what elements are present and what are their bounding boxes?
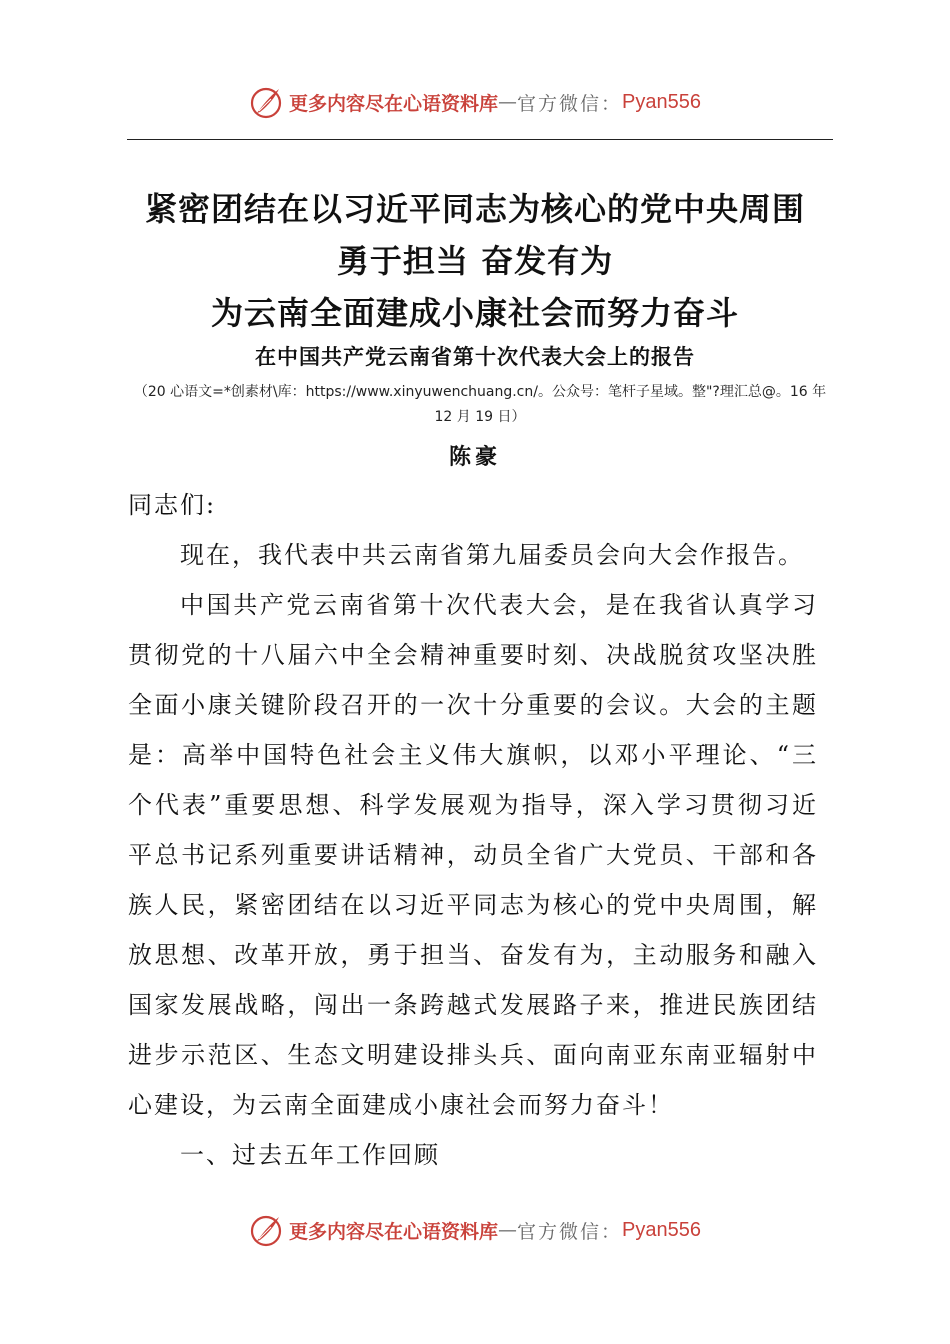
title-line-2: 勇于担当 奋发有为 xyxy=(336,242,614,280)
quill-logo-icon xyxy=(249,85,283,119)
paragraph-2: 中国共产党云南省第十次代表大会，是在我省认真学习贯彻党的十八届六中全会精神重要时刻、决战脱贫攻坚决胜全面小康关键阶段召开的一次十分重要的会议。大会的主题是：高举中国特色社会主义伟大旗帜，以邓小平理论、“三个代表”重要思想、科学发展观为指导，深入学习贯彻习近平总书记系列重要讲话精神，动员全省广大党员、干部和各族人民，紧密团结在以习近平同志为核心的党中央周围，解放思想、改革开放，勇于担当、奋发有为，主动服务和融入国家发展战略，闯出一条跨越式发展路子来，推进民族团结进步示范区、生态文明建设排头兵、面向南亚东南亚辐射中心建设，为云南全面建成小康社会而努力奋斗！ xyxy=(128,591,818,1119)
header-banner xyxy=(0,82,950,122)
banner-wechat-label: 官方微信： xyxy=(517,92,623,115)
quill-logo-icon xyxy=(249,1213,283,1247)
banner-brand-text: 更多内容尽在心语资料库 xyxy=(289,1220,499,1243)
banner-wechat-id: Pyan556 xyxy=(622,90,701,113)
footer-banner xyxy=(0,1210,950,1250)
banner-separator: — xyxy=(498,1219,518,1241)
report-subtitle: 在中国共产党云南省第十次代表大会上的报告 xyxy=(255,344,695,369)
paragraph-1: 现在，我代表中共云南省第九届委员会向大会作报告。 xyxy=(180,541,804,569)
salutation: 同志们: xyxy=(128,491,217,519)
title-line-3: 为云南全面建成小康社会而努力奋斗 xyxy=(210,294,739,332)
banner-wechat-label: 官方微信： xyxy=(517,1220,623,1243)
banner-separator: — xyxy=(498,91,518,113)
banner-wechat-id: Pyan556 xyxy=(622,1218,701,1241)
author-name: 陈豪 xyxy=(448,444,501,470)
document-body xyxy=(128,480,818,1180)
title-line-1: 紧密团结在以习近平同志为核心的党中央周围 xyxy=(144,190,805,228)
section-heading: 一、过去五年工作回顾 xyxy=(180,1141,440,1169)
banner-brand-text: 更多内容尽在心语资料库 xyxy=(289,92,499,115)
source-note: （20 心语文=*创素材\库：https://www.xinyuwenchuang.cn/。公众号：笔杆子星域。整"?理汇总@。16 年 12 月 19 日） xyxy=(133,384,827,425)
header-divider xyxy=(127,139,833,140)
